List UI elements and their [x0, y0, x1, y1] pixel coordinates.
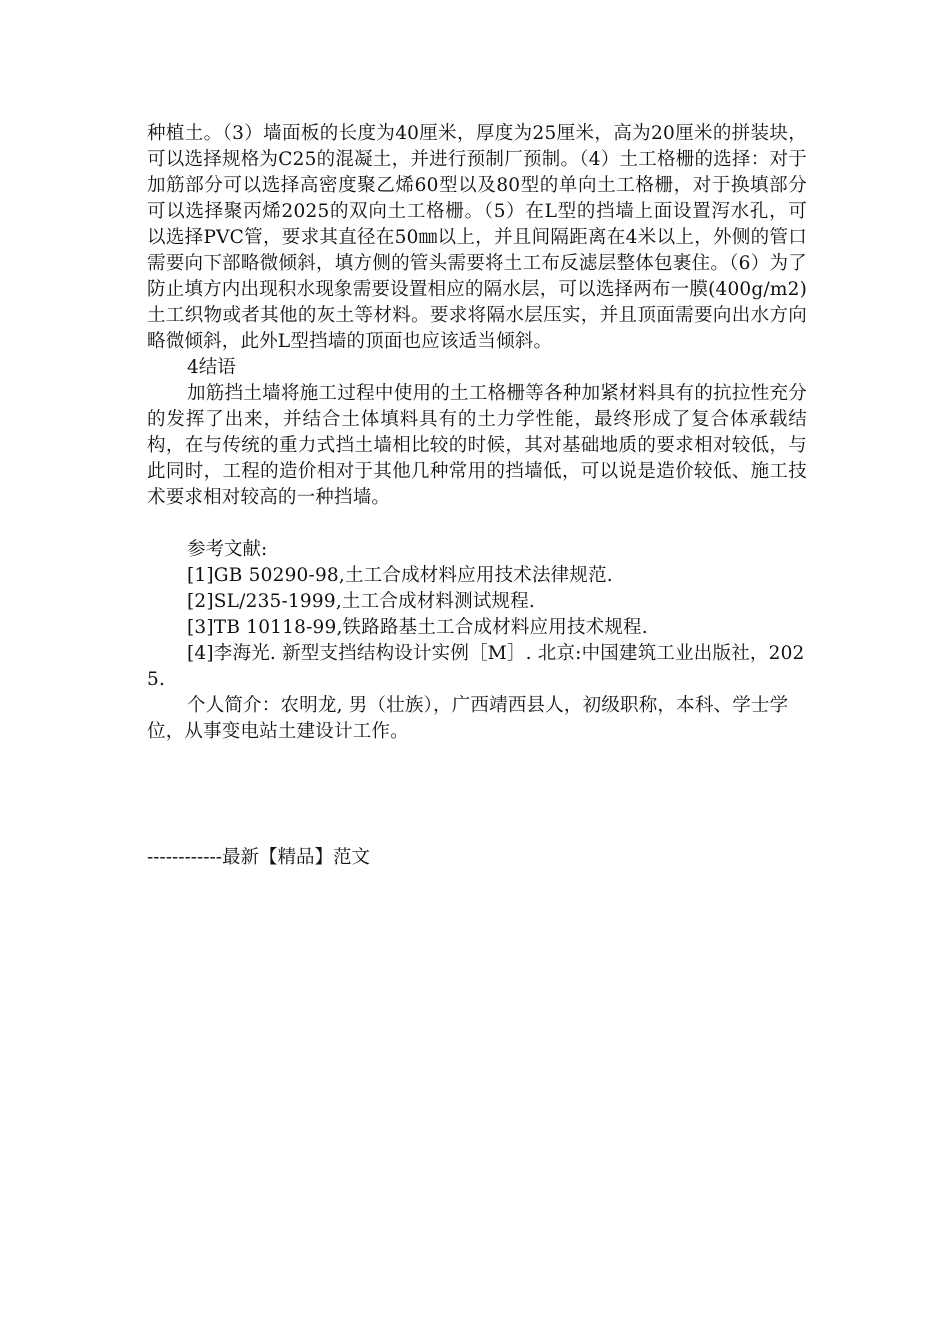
reference-item-4: [4]李海光. 新型支挡结构设计实例［M］. 北京:中国建筑工业出版社，2025. — [147, 643, 805, 690]
references-list — [147, 563, 807, 693]
author-bio: 个人简介：农明龙, 男（壮族），广西靖西县人，初级职称，本科、学士学位，从事变电站土建设计工作。 — [147, 695, 789, 742]
reference-item-2: [2]SL/235-1999,土工合成材料测试规程. — [187, 591, 536, 612]
body-paragraph-2: 加筋挡土墙将施工过程中使用的土工格栅等各种加紧材料具有的抗拉性充分的发挥了出来，并结合土体填料具有的土力学性能，最终形成了复合体承载结构，在与传统的重力式挡土墙相比较的时候，其对基础地质的要求相对较低，与此同时，工程的造价相对于其他几种常用的挡墙低，可以说是造价较低、施工技术要求相对较高的一种挡墙。 — [147, 383, 807, 508]
references-title: 参考文献: — [187, 539, 268, 560]
blank-line — [147, 511, 807, 537]
document-page — [147, 121, 807, 745]
footer-banner: ------------最新【精品】范文 — [147, 847, 371, 868]
reference-item-1: [1]GB 50290-98,土工合成材料应用技术法律规范. — [187, 565, 613, 586]
reference-item-3: [3]TB 10118-99,铁路路基土工合成材料应用技术规程. — [187, 617, 648, 638]
section-heading-conclusion: 4结语 — [187, 357, 236, 378]
body-paragraph-1: 种植土。（3）墙面板的长度为40厘米，厚度为25厘米，高为20厘米的拼装块，可以选择规格为C25的混凝土，并进行预制厂预制。（4）土工格栅的选择：对于加筋部分可以选择高密度聚乙烯60型以及80型的单向土工格栅，对于换填部分可以选择聚丙烯2025的双向土工格栅。（5）在L型的挡墙上面设置泻水孔，可以选择PVC管，要求其直径在50㎜以上，并且间隔距离在4米以上，外侧的管口需要向下部略微倾斜，填方侧的管头需要将土工布反滤层整体包裹住。（6）为了防止填方内出现积水现象需要设置相应的隔水层，可以选择两布一膜(400g/m2)土工织物或者其他的灰土等材料。要求将隔水层压实，并且顶面需要向出水方向略微倾斜，此外L型挡墙的顶面也应该适当倾斜。 — [147, 123, 807, 352]
